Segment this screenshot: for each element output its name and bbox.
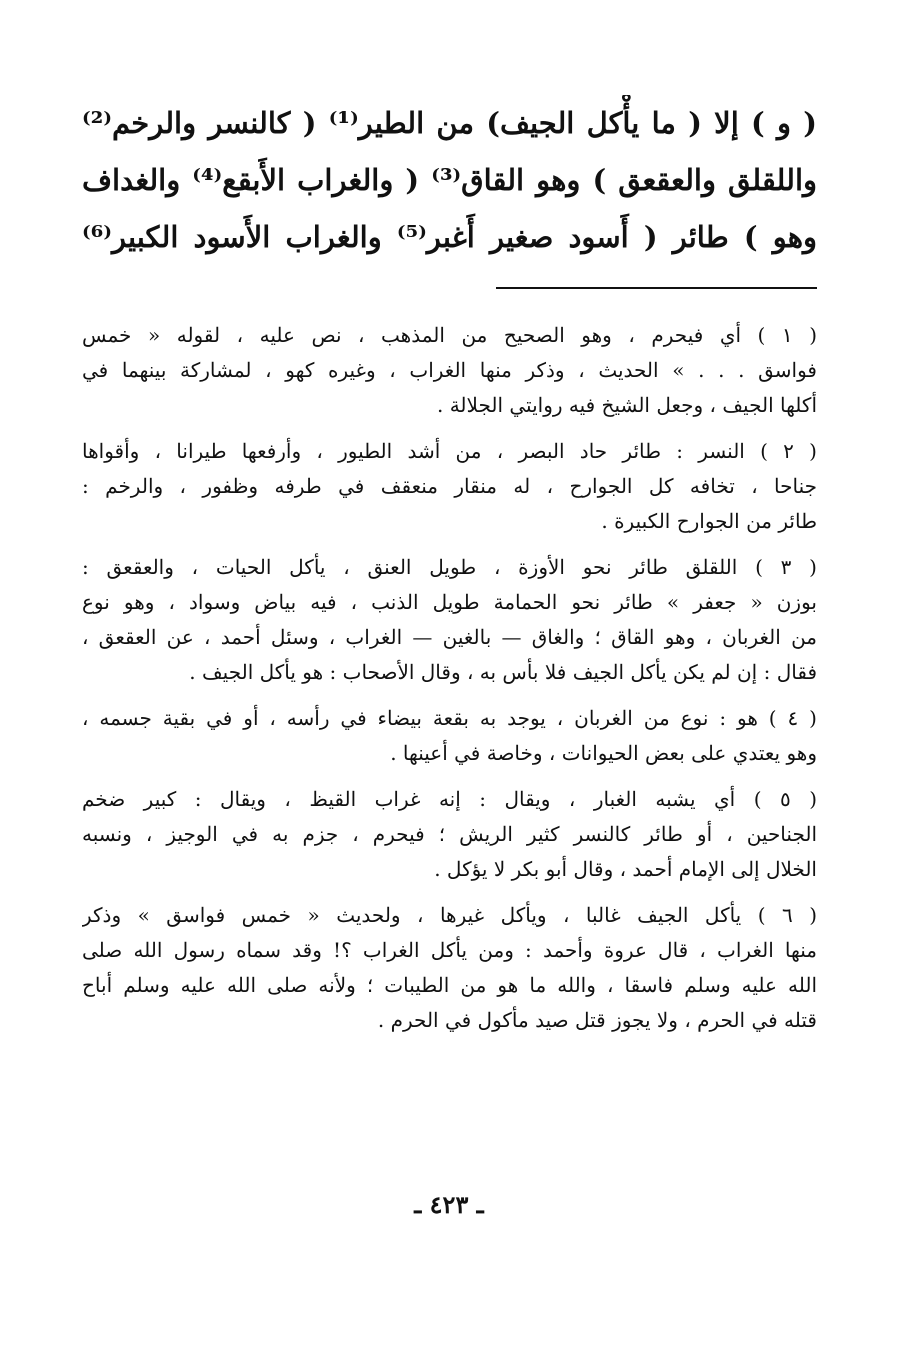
main-text-line: وهو ) طائر ( أَسود صغير أَغبر⁽⁵⁾ والغراب الأَسود الكبير⁽⁶⁾	[82, 220, 817, 254]
footnote-6	[82, 898, 817, 1038]
footnote-line: جناحا ، تخافه كل الجوارح ، له منقار منعقف في طرفه وظفور ، والرخم :	[82, 474, 817, 498]
footnote-divider	[496, 287, 817, 289]
footnote-3	[82, 550, 817, 690]
footnote-line: بوزن « جعفر » طائر نحو الحمامة طويل الذنب ، فيه بياض وسواد ، وهو نوع	[82, 590, 817, 614]
footnote-4	[82, 701, 817, 771]
main-text-line: واللقلق والعقعق ) وهو القاق⁽³⁾ ( والغراب الأَبقع⁽⁴⁾ والغداف	[82, 163, 817, 197]
main-text-block	[82, 95, 817, 266]
footnote-line: ( ١ ) أي فيحرم ، وهو الصحيح من المذهب ، نص عليه ، لقوله « خمس	[82, 323, 817, 347]
footnote-line: الله عليه وسلم فاسقا ، والله ما هو من الطيبات ؛ ولأنه صلى الله عليه وسلم أباح	[82, 973, 817, 997]
main-text-line: ( و ) إلا ( ما يأْكل الجيف) من الطير⁽¹⁾ ( كالنسر والرخم⁽²⁾	[82, 106, 817, 140]
footnote-line: ( ٣ ) اللقلق طائر نحو الأوزة ، طويل العنق ، يأكل الحيات ، والعقعق :	[82, 555, 817, 579]
footnote-line: الجناحين ، أو طائر كالنسر كثير الريش ؛ فيحرم ، جزم به في الوجيز ، ونسبه	[82, 822, 817, 846]
footnote-line: وهو يعتدي على بعض الحيوانات ، وخاصة في أعينها .	[390, 741, 817, 765]
footnote-line: ( ٥ ) أي يشبه الغبار ، ويقال : إنه غراب القيظ ، ويقال : كبير ضخم	[82, 787, 817, 811]
footnote-2	[82, 434, 817, 539]
footnote-5	[82, 782, 817, 887]
footnote-1	[82, 318, 817, 423]
footnote-line: أكلها الجيف ، وجعل الشيخ فيه روايتي الجلالة .	[436, 393, 817, 417]
footnote-line: فواسق . . . » الحديث ، وذكر منها الغراب ، وغيره كهو ، لمشاركة بينهما في	[82, 358, 817, 382]
footnote-line: الخلال إلى الإمام أحمد ، وقال أبو بكر لا يؤكل .	[434, 857, 817, 881]
footnote-line: ( ٢ ) النسر : طائر حاد البصر ، من أشد الطيور ، وأرفعها طيرانا ، وأقواها	[82, 439, 817, 463]
footnote-line: ( ٦ ) يأكل الجيف غالبا ، ويأكل غيرها ، ولحديث « خمس فواسق » وذكر	[82, 903, 817, 927]
footnotes-section	[82, 318, 817, 1049]
page-number: ـ ٤٢٣ ـ	[414, 1190, 484, 1219]
footnote-line: من الغربان ، وهو القاق ؛ والغاق — بالغين — الغراب ، وسئل أحمد ، عن العقعق ،	[82, 625, 817, 649]
footnote-line: ( ٤ ) هو : نوع من الغربان ، يوجد به بقعة بيضاء في رأسه ، أو في بقية جسمه ،	[82, 706, 817, 730]
footnote-line: قتله في الحرم ، ولا يجوز قتل صيد مأكول في الحرم .	[377, 1008, 817, 1032]
footnote-line: طائر من الجوارح الكبيرة .	[601, 509, 817, 533]
footnote-line: فقال : إن لم يكن يأكل الجيف فلا بأس به ، وقال الأصحاب : هو يأكل الجيف .	[189, 660, 817, 684]
footnote-line: منها الغراب ، قال عروة وأحمد : ومن يأكل الغراب ؟! وقد سماه رسول الله صلى	[82, 938, 817, 962]
